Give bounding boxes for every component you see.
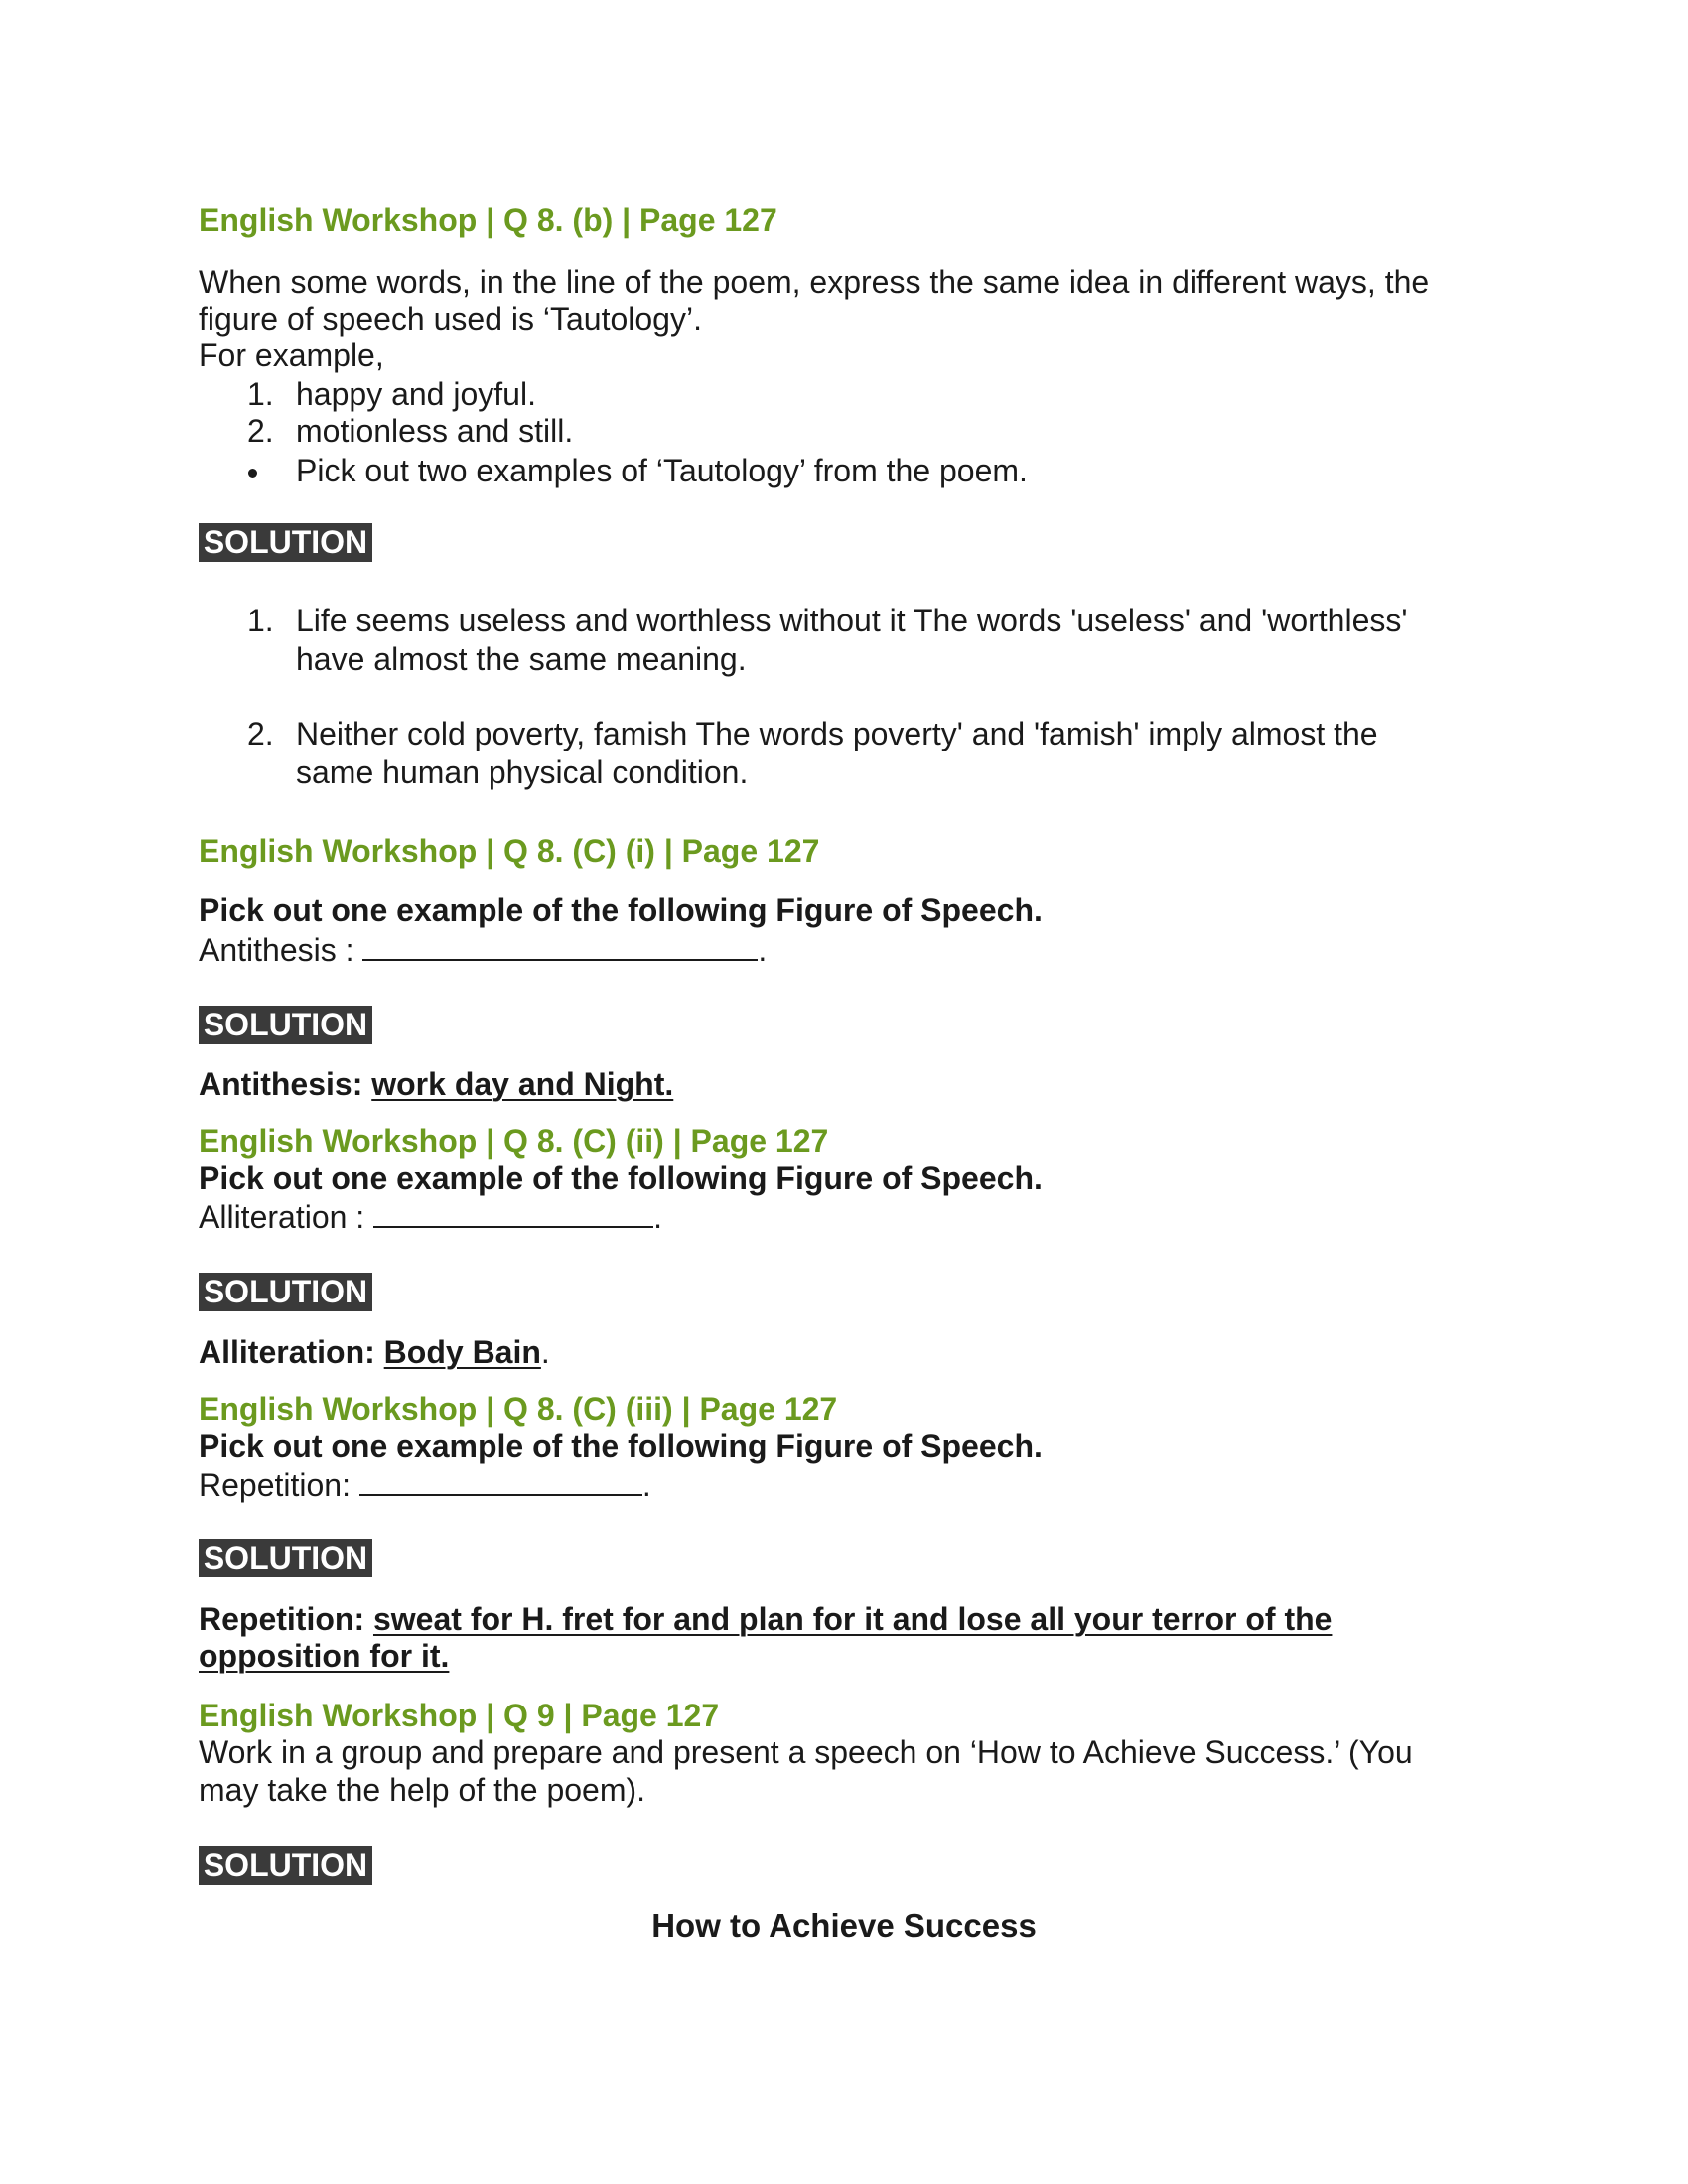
answer-line: Life seems useless and worthless without it The words 'useless' and 'worthless': [296, 603, 1408, 638]
question-line: figure of speech used is ‘Tautology’.: [199, 301, 702, 337]
question-prompt: Pick out one example of the following Figure of Speech.: [199, 1429, 1043, 1464]
list-item: motionless and still.: [296, 413, 574, 449]
list-marker: 1.: [247, 376, 274, 412]
question-prompt: Pick out one example of the following Figure of Speech.: [199, 1160, 1043, 1196]
answer-marker: 2.: [247, 716, 274, 751]
answer-value: opposition for it.: [199, 1638, 450, 1674]
answer-marker: 1.: [247, 603, 274, 638]
solution-badge: SOLUTION: [199, 1006, 372, 1044]
field-end: .: [653, 1199, 662, 1235]
answer-end: .: [540, 1334, 550, 1370]
solution-badge: SOLUTION: [199, 1539, 372, 1577]
blank-line: [362, 931, 758, 961]
answer-line: same human physical condition.: [296, 754, 749, 790]
field-end: .: [641, 1467, 651, 1503]
question-line: may take the help of the poem).: [199, 1772, 646, 1808]
section-heading-q8ciii: English Workshop | Q 8. (C) (iii) | Page 127: [199, 1391, 838, 1427]
answer-label: Repetition:: [199, 1601, 365, 1637]
bullet-item: Pick out two examples of ‘Tautology’ from the poem.: [296, 453, 1028, 488]
fill-blank-alliteration: [199, 1198, 662, 1236]
answer-line: Neither cold poverty, famish The words poverty' and 'famish' imply almost the: [296, 716, 1378, 751]
solution-badge: SOLUTION: [199, 523, 372, 562]
solution-badge: SOLUTION: [199, 1846, 372, 1885]
answer-alliteration: [199, 1333, 550, 1371]
answer-value: work day and Night.: [371, 1066, 674, 1102]
field-end: .: [758, 932, 768, 968]
answer-antithesis: [199, 1065, 673, 1103]
question-line: Work in a group and prepare and present a speech on ‘How to Achieve Success.’ (You: [199, 1734, 1413, 1770]
field-label: Antithesis :: [199, 932, 354, 968]
answer-value: sweat for H. fret for and plan for it and lose all your terror of the: [372, 1601, 1333, 1637]
list-item: happy and joyful.: [296, 376, 536, 412]
list-marker: 2.: [247, 413, 274, 449]
question-line: When some words, in the line of the poem, express the same idea in different ways, the: [199, 264, 1430, 300]
fill-blank-repetition: [199, 1466, 651, 1504]
answer-value: Body Bain: [383, 1334, 541, 1370]
question-prompt: Pick out one example of the following Figure of Speech.: [199, 892, 1043, 928]
section-heading-q8b: English Workshop | Q 8. (b) | Page 127: [199, 203, 777, 238]
answer-label: Antithesis:: [199, 1066, 363, 1102]
section-heading-q8ci: English Workshop | Q 8. (C) (i) | Page 127: [199, 833, 820, 869]
section-heading-q9: English Workshop | Q 9 | Page 127: [199, 1698, 720, 1733]
answer-repetition-cont: [199, 1637, 449, 1675]
speech-title: How to Achieve Success: [651, 1907, 1037, 1944]
section-heading-q8cii: English Workshop | Q 8. (C) (ii) | Page 127: [199, 1123, 829, 1159]
question-line: For example,: [199, 338, 384, 373]
field-label: Alliteration :: [199, 1199, 365, 1235]
blank-line: [373, 1198, 653, 1228]
bullet-icon: [248, 469, 257, 478]
answer-label: Alliteration:: [199, 1334, 375, 1370]
blank-line: [359, 1466, 642, 1496]
answer-line: have almost the same meaning.: [296, 641, 747, 677]
answer-repetition: [199, 1600, 1332, 1638]
solution-badge: SOLUTION: [199, 1273, 372, 1311]
fill-blank-antithesis: [199, 931, 767, 969]
field-label: Repetition:: [199, 1467, 351, 1503]
